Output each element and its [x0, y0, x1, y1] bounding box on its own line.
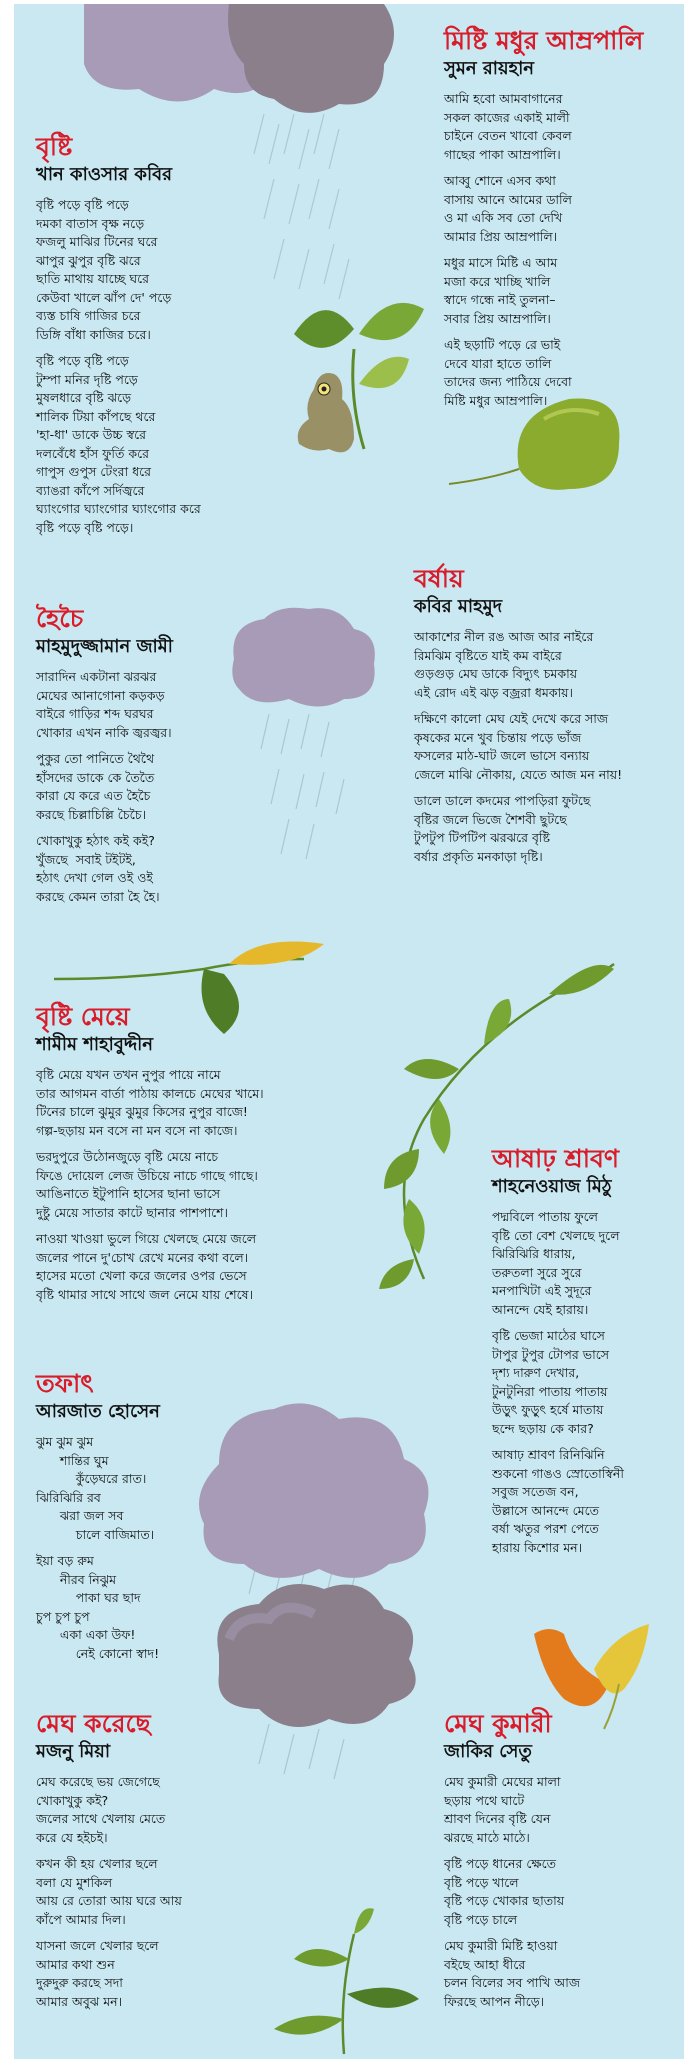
- poem-title: বর্ষায়: [414, 564, 464, 593]
- poem-hoichoi: [36, 604, 173, 914]
- poem-line: আষাঢ় শ্রাবণ রিনিঝিনি: [492, 1447, 605, 1462]
- poem-line: দলবেঁধে হাঁস ফুর্তি করে: [36, 445, 149, 461]
- sprout-plant-illustration: [254, 1904, 424, 2054]
- poem-line: ব্যস্ত চাষি গাজির চরে: [36, 308, 141, 323]
- poem-line: খোকাখুকু হঠাৎ কই কই?: [36, 833, 155, 848]
- poem-title: হৈচৈ: [36, 604, 84, 633]
- poem-stanzas: [36, 1773, 182, 2011]
- stanza: [444, 1773, 580, 1847]
- poem-line: আমি হবো আমবাগানের: [444, 91, 563, 106]
- poem-line: গাছের পাকা আম্রপালি।: [444, 146, 561, 162]
- poem-line: নাওয়া খাওয়া ভুলে গিয়ে খেলছে মেয়ে জলে: [36, 1231, 257, 1246]
- poem-line: ভরদুপুরে উঠোনজুড়ে বৃষ্টি মেয়ে নাচে: [36, 1149, 218, 1164]
- poem-line: সবার প্রিয় আম্রপালি।: [444, 310, 551, 326]
- poem-line: মুষলধারে বৃষ্টি ঝড়ে: [36, 390, 132, 405]
- poem-line: আমার কথা শুন: [36, 1956, 115, 1972]
- poem-line: কারা যে করে এত হৈচৈ: [36, 788, 151, 803]
- poem-line: ছাতি মাথায় যাচ্ছে ঘরে: [36, 271, 150, 286]
- poem-line: জলের পানে দু'চোখ রেখে মনের কথা বলে।: [36, 1249, 249, 1265]
- stanza: [444, 1855, 580, 1929]
- poem-line: হাসের মতো খেলা করে জলের ওপর ভেসে: [36, 1268, 247, 1283]
- poem-title: মেঘ করেছে: [36, 1709, 151, 1738]
- poem-line: ঝরছে মাঠে মাঠে।: [444, 1829, 530, 1845]
- poem-line: তাদের জন্য পাঠিয়ে দেবো: [444, 374, 572, 389]
- stanza: [444, 1937, 580, 2011]
- poem-stanzas: [444, 1773, 580, 2011]
- poem-line: টুম্পা মনির দৃষ্টি পড়ে: [36, 371, 138, 387]
- stanza: [492, 1208, 624, 1319]
- poem-line: দৃশ্য দারুণ দেখার,: [492, 1365, 580, 1380]
- poem-line: সারাদিন একটানা ঝরঝর: [36, 669, 157, 684]
- poem-line: এই রোদ এই ঝড় বজ্ররা ধমকায়।: [414, 684, 573, 700]
- poem-line: ডালে ডালে কদমের পাপড়িরা ফুটছে: [414, 793, 591, 808]
- poem-title: বৃষ্টি মেয়ে: [36, 1002, 130, 1031]
- poem-line: তরুতলা সুরে সুরে: [492, 1264, 582, 1280]
- poem-line: পাকা ঘর ছাদ: [36, 1590, 141, 1605]
- poem-line: উড়ুৎ ফুড়ুৎ হর্ষে মাতায়: [492, 1402, 604, 1417]
- stanza: [36, 832, 173, 906]
- stanza: [36, 1066, 264, 1140]
- poem-line: বৃষ্টি পড়ে খালে: [444, 1874, 519, 1890]
- poem-line: একা একা উফ!: [36, 1627, 136, 1642]
- poem-line: 'হা-ধা' ডাকে উচ্চ স্বরে: [36, 427, 146, 442]
- poem-line: ঝিরিঝিরি ধারায়,: [492, 1246, 576, 1261]
- poem-line: মেঘ করেছে ভয় জেগেছে: [36, 1774, 160, 1789]
- poem-line: ছন্দে ছড়ায় কে কার?: [492, 1420, 594, 1436]
- poem-line: করছে কেমন তারা হৈ হৈ।: [36, 888, 160, 904]
- stanza: [36, 1552, 160, 1663]
- poem-line: মিষ্টি মধুর আম্রপালি।: [444, 392, 548, 408]
- poem-line: বর্ষার প্রকৃতি মনকাড়া দৃষ্টি।: [414, 848, 543, 864]
- poem-line: ঝাপুর ঝুপুর বৃষ্টি ঝরে: [36, 252, 141, 268]
- poem-author: কবির মাহমুদ: [414, 596, 503, 617]
- poem-borshay: [414, 564, 622, 874]
- poem-stanzas: [36, 196, 201, 537]
- poem-stanzas: [414, 628, 622, 866]
- poem-line: হারায় কিশোর মন।: [492, 1539, 583, 1555]
- poem-line: বৃষ্টি পড়ে খোকার ছাতায়: [444, 1893, 565, 1908]
- stanza: [36, 1773, 182, 1847]
- poem-page: [14, 4, 684, 2059]
- poem-title: আষাঢ় শ্রাবণ: [492, 1144, 619, 1173]
- poem-line: মেঘ কুমারী মিষ্টি হাওয়া: [444, 1938, 558, 1953]
- poem-line: টাপুর টুপুর টোপর ভাসে: [492, 1346, 609, 1362]
- poem-title: মেঘ কুমারী: [444, 1709, 552, 1738]
- poem-title: তফাৎ: [36, 1369, 94, 1398]
- poem-line: বৃষ্টির জলে ভিজে শৈশবী ছুটছে: [414, 811, 567, 827]
- poem-author: জাকির সেতু: [444, 1741, 532, 1762]
- poem-line: হাঁসদের ডাকে কে তৈতৈ: [36, 769, 155, 785]
- poem-line: কৃষকের মনে খুব চিন্তায় পড়ে ভাঁজ: [414, 729, 582, 745]
- poem-line: বৃষ্টি পড়ে বৃষ্টি পড়ে: [36, 197, 129, 212]
- poem-line: খোকার এখন নাকি জ্বরজ্বর।: [36, 724, 172, 740]
- poem-line: বৃষ্টি পড়ে বৃষ্টি পড়ে: [36, 353, 129, 368]
- poem-line: ঝুম ঝুম ঝুম: [36, 1434, 94, 1449]
- poem-line: স্বাদে গন্ধে নাই তুলনা–: [444, 292, 556, 307]
- poem-line: হঠাৎ দেখা গেল ওই ওই: [36, 870, 153, 885]
- poem-line: জেলে মাঝি নৌকায়, যেতে আজ মন নায়!: [414, 766, 623, 782]
- stanza: [36, 1230, 264, 1304]
- poem-line: বৃষ্টি তো বেশ খেলছে দুলে: [492, 1227, 620, 1243]
- poem-mishti-modhur: [444, 26, 643, 418]
- poem-line: আব্বু শোনে এসব কথা: [444, 173, 556, 188]
- stanza: [36, 352, 201, 537]
- poem-line: বর্ষা ঋতুর পরশ পেতে: [492, 1521, 599, 1536]
- poem-line: চলন বিলের সব পাখি আজ: [444, 1975, 581, 1990]
- poem-line: বৃষ্টি ভেজা মাঠের ঘাসে: [492, 1328, 605, 1343]
- poem-line: আমার অবুঝ মন।: [36, 1993, 123, 2009]
- poem-line: খুঁজছে সবাই টইটই,: [36, 851, 136, 867]
- poem-author: খান কাওসার কবির: [36, 164, 173, 185]
- poem-line: নেই কোনো স্বাদ!: [36, 1645, 160, 1661]
- poem-megh-koreche: [36, 1709, 182, 2019]
- poem-line: ঘ্যাংগোর ঘ্যাংগোর ঘ্যাংগোর করে: [36, 501, 201, 516]
- poem-line: টুনটুনিরা পাতায় পাতায়: [492, 1383, 608, 1399]
- stanza: [444, 336, 643, 410]
- poem-author: আরজাত হোসেন: [36, 1401, 160, 1422]
- poem-stanzas: [36, 1433, 160, 1663]
- poem-line: ঝিরিঝিরি রব: [36, 1489, 101, 1505]
- poem-line: বইছে আহা ধীরে: [444, 1956, 526, 1972]
- stanza: [414, 628, 622, 702]
- poem-line: সবুজ সতেজ বন,: [492, 1484, 579, 1499]
- poem-line: বলা যে মুশকিল: [36, 1874, 113, 1890]
- poem-ashar-shraban: [492, 1144, 624, 1565]
- poem-line: বৃষ্টি মেয়ে যখন তখন নুপুর পায়ে নামে: [36, 1067, 221, 1082]
- poem-author: শামীম শাহাবুদ্দীন: [36, 1034, 154, 1055]
- poem-line: ডিঙ্গি বাঁধা কাজির চরে।: [36, 326, 151, 342]
- poem-line: নীরব নিঝুম: [36, 1571, 117, 1587]
- poem-line: ঝরা জল সব: [36, 1508, 124, 1523]
- poem-author: শাহনেওয়াজ মিঠু: [492, 1176, 612, 1197]
- poem-line: ফজলু মাঝির টিনের ঘরে: [36, 234, 158, 249]
- poem-stanzas: [36, 1066, 264, 1304]
- poem-line: চাইনে বেতন খাবো কেবল: [444, 128, 572, 143]
- poem-line: জলের সাথে খেলায় মেতে: [36, 1811, 166, 1826]
- poem-line: ফিঙে দোয়েল লেজ উচিয়ে নাচে গাছে গাছে।: [36, 1167, 258, 1183]
- poem-line: এই ছড়াটি পড়ে রে ভাই: [444, 337, 561, 352]
- poem-line: মজা করে খাচ্ছি খালি: [444, 273, 551, 289]
- poem-line: করে যে হইচই।: [36, 1829, 108, 1845]
- poem-line: বৃষ্টি পড়ে বৃষ্টি পড়ে।: [36, 519, 134, 535]
- poem-megh-kumari: [444, 1709, 580, 2019]
- poem-brishti: [36, 132, 201, 545]
- poem-line: গাপুস গুপুস টেংরা ধরে: [36, 464, 151, 479]
- poem-line: আনন্দে যেই হারায়।: [492, 1301, 589, 1317]
- poem-line: শ্রাবণ দিনের বৃষ্টি যেন: [444, 1811, 551, 1826]
- stanza: [414, 710, 622, 784]
- poem-line: বাসায় আনে আমের ডালি: [444, 191, 572, 207]
- poem-line: আকাশের নীল রঙ আজ আর নাইরে: [414, 629, 594, 644]
- poem-line: টিনের চালে ঝুমুর ঝুমুর কিসের নুপুর বাজে!: [36, 1104, 248, 1119]
- poem-line: ইয়া বড় রুম: [36, 1553, 94, 1568]
- poem-line: চুপ চুপ চুপ: [36, 1608, 90, 1624]
- poem-author: সুমন রায়হান: [444, 58, 535, 79]
- poem-line: গুড়গুড় মেঘ ডাকে বিদ্যুৎ চমকায়: [414, 666, 578, 681]
- stanza: [36, 1937, 182, 2011]
- poem-line: শালিক টিয়া কাঁপছে থরে: [36, 408, 156, 424]
- poem-line: মনপাখিটা এই সুদূরে: [492, 1283, 592, 1298]
- poem-line: আঙিনাতে ইটুপানি হাসের ছানা ভাসে: [36, 1186, 221, 1201]
- poem-title: বৃষ্টি: [36, 132, 73, 161]
- poem-line: বৃষ্টি পড়ে চালে: [444, 1911, 518, 1927]
- poem-author: মাহমুদুজ্জামান জামী: [36, 636, 173, 657]
- stanza: [444, 172, 643, 246]
- poem-line: কাঁপে আমার দিল।: [36, 1911, 126, 1927]
- poem-line: কেউবা খালে ঝাঁপ দে' পড়ে: [36, 289, 172, 305]
- poem-line: দুষ্টু মেয়ে সাতার কাটে ছানার পাশপাশে।: [36, 1204, 228, 1220]
- stanza: [36, 750, 173, 824]
- frog-under-leaf-illustration: [294, 289, 434, 479]
- stanza: [444, 90, 643, 164]
- poem-line: ও মা একি সব তো দেখি: [444, 210, 563, 225]
- poem-author: মজনু মিয়া: [36, 1741, 111, 1762]
- poem-line: ছড়ায় পথে ঘাটে: [444, 1792, 525, 1808]
- poem-line: দক্ষিণে কালো মেঘ যেই দেখে করে সাজ: [414, 711, 609, 726]
- stanza: [36, 668, 173, 742]
- poem-line: মেঘের আনাগোনা কড়কড়: [36, 687, 165, 703]
- poem-line: উল্লাসে আনন্দে মেতে: [492, 1502, 599, 1518]
- poem-line: করছে চিল্লাচিল্লি চৈচৈ।: [36, 806, 147, 822]
- poem-line: যাসনা জলে খেলার ছলে: [36, 1938, 159, 1953]
- poem-line: রিমঝিম বৃষ্টিতে যাই কম বাইরে: [414, 647, 562, 663]
- poem-brishti-meye: [36, 1002, 264, 1312]
- poem-line: শান্তির ঘুম: [36, 1452, 109, 1468]
- poem-line: দুরুদুরু করছে সদা: [36, 1975, 123, 1990]
- poem-line: বাইরে গাড়ির শব্দ ঘরঘর: [36, 706, 154, 721]
- poem-line: মেঘ কুমারী মেঘের মালা: [444, 1774, 561, 1789]
- stanza: [444, 254, 643, 328]
- stanza: [492, 1446, 624, 1557]
- poem-line: আয় রে তোরা আয় ঘরে আয়: [36, 1893, 182, 1908]
- poem-line: গল্প-ছড়ায় মন বসে না মন বসে না কাজে।: [36, 1122, 238, 1138]
- poem-stanzas: [492, 1208, 624, 1557]
- poem-line: আমার প্রিয় আম্রপালি।: [444, 228, 558, 244]
- stanza: [36, 1855, 182, 1929]
- poem-tofat: [36, 1369, 160, 1671]
- stanza: [36, 196, 201, 344]
- poem-stanzas: [444, 90, 643, 410]
- poem-line: সকল কাজের একাই মালী: [444, 109, 570, 125]
- rain-cloud-bottom-illustration: [189, 1404, 439, 1804]
- poem-line: দেবে যারা হাতে তালি: [444, 355, 552, 371]
- stanza: [414, 792, 622, 866]
- poem-line: মধুর মাসে মিষ্টি এ আম: [444, 255, 558, 270]
- rain-cloud-middle-illustration: [229, 604, 399, 864]
- poem-line: টুপটুপ টিপটিপ ঝরঝরে বৃষ্টি: [414, 830, 550, 845]
- poem-title: মিষ্টি মধুর আম্রপালি: [444, 26, 644, 55]
- poem-line: চালে বাজিমাত।: [36, 1526, 155, 1542]
- stanza: [492, 1327, 624, 1438]
- poem-line: বৃষ্টি পড়ে ধানের ক্ষেতে: [444, 1856, 556, 1871]
- poem-line: বৃষ্টি থামার সাথে সাথে জল নেমে যায় শেষে।: [36, 1286, 254, 1302]
- stanza: [36, 1433, 160, 1544]
- poem-line: কুঁড়েঘরে রাত।: [36, 1471, 147, 1486]
- poem-line: পুকুর তো পানিতে থৈথৈ: [36, 751, 155, 766]
- poem-line: ফসলের মাঠ-ঘাট জলে ভাসে বন্যায়: [414, 748, 590, 763]
- poem-line: কখন কী হয় খেলার ছলে: [36, 1856, 158, 1871]
- poem-line: ফিরছে আপন নীড়ে।: [444, 1993, 545, 2009]
- poem-line: দমকা বাতাস বৃক্ষ নড়ে: [36, 215, 145, 231]
- poem-stanzas: [36, 668, 173, 906]
- stanza: [36, 1148, 264, 1222]
- poem-line: ব্যাঙরা কাঁপে সর্দিজ্বরে: [36, 482, 145, 498]
- poem-line: তার আগমন বার্তা পাঠায় কালচে মেঘের খামে।: [36, 1085, 264, 1101]
- poem-line: শুকনো গাঙও স্রোতোস্বিনী: [492, 1465, 624, 1481]
- poem-line: খোকাখুকু কই?: [36, 1792, 109, 1808]
- poem-line: পদ্মবিলে পাতায় ফুলে: [492, 1209, 598, 1224]
